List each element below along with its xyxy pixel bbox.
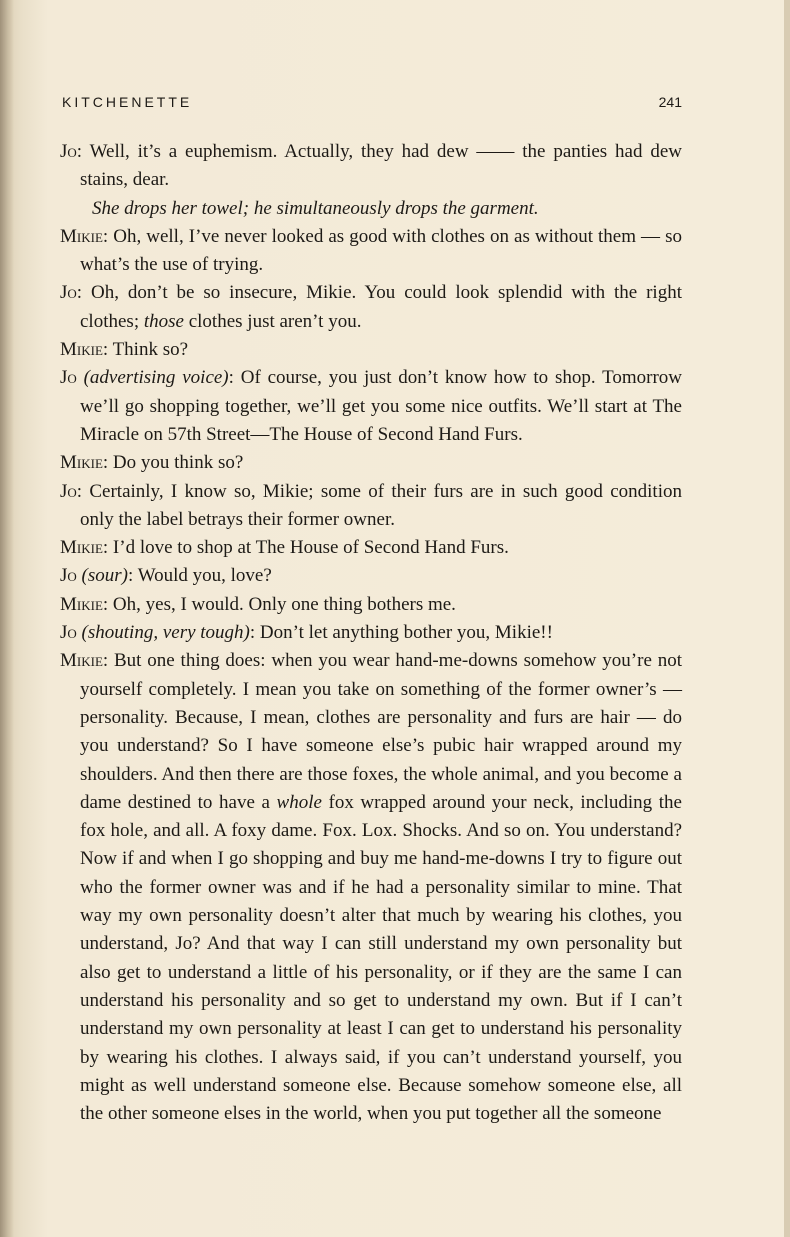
speaker-name: Mikie bbox=[60, 452, 103, 474]
line-text: But one thing does: when you wear hand-me-downs somehow you’re not yourself completely. I mean you take on something of the former owner’s — personality. Because, I mean, clothes are personality and furs are hair — do you understand? So I have someone else’s pubic hair wrapped around my shoulders. And then there are those foxes, the whole animal, and you become a dame destined to have a bbox=[80, 650, 682, 813]
line-text: Would you, love? bbox=[137, 565, 272, 587]
stage-direction: She drops her towel; he simultaneously drops the garment. bbox=[92, 197, 539, 219]
dialogue-line: Jo (sour): Would you, love? bbox=[60, 565, 272, 587]
emphasized-word: whole bbox=[276, 791, 322, 813]
line-text: Certainly, I know so, Mikie; some of their furs are in such good condition only the label betrays their former owner. bbox=[80, 480, 682, 530]
book-spine-shadow bbox=[0, 0, 14, 1237]
dialogue-line: Jo: Certainly, I know so, Mikie; some of their furs are in such good condition only the label betrays their former owner. bbox=[60, 480, 682, 530]
page-number: 241 bbox=[658, 94, 682, 110]
speaker-name: Jo bbox=[60, 480, 77, 502]
speaker-name: Jo bbox=[60, 565, 77, 587]
speaker-name: Jo bbox=[60, 141, 77, 162]
line-text: Well, it’s a euphemism. Actually, they had dew —— the panties had dew stains, dear. bbox=[80, 141, 682, 191]
line-text: Oh, yes, I would. Only one thing bothers me. bbox=[112, 593, 456, 615]
dialogue-line: Mikie: Think so? bbox=[60, 339, 189, 361]
line-text-continued: fox wrapped around your neck, including the fox hole, and all. A foxy dame. Fox. Lox. Shocks. And so on. You understand? Now if and when I go shopping and buy me hand-me-downs I try to figure out who the former owner was and if he had a personality similar to mine. That way my own personality doesn’t alter that much by wearing his clothes, you understand, Jo? And that way I can still understand my own personality but also get to understand a little of his personality, or if they are the same I can understand his personality and so get to understand my own. But if I can’t understand my own personality at least I can get to understand his personality by wearing his clothes. I always said, if you can’t understand yourself, you might as well understand someone else. Because somehow someone else, all the other someone elses in the world, when you put together all the someone bbox=[80, 791, 682, 1125]
speaker-name: Mikie bbox=[60, 537, 103, 559]
line-text: I’d love to shop at The House of Second Hand Furs. bbox=[112, 537, 509, 559]
speaker-name: Mikie bbox=[60, 650, 103, 672]
dialogue-line: Jo: Well, it’s a euphemism. Actually, they had dew —— the panties had dew stains, dear. bbox=[60, 141, 682, 191]
speaker-name: Jo bbox=[60, 622, 77, 644]
speaker-name: Mikie bbox=[60, 225, 103, 247]
line-text: Oh, well, I’ve never looked as good with clothes on as without them — so what’s the use of trying. bbox=[80, 225, 682, 276]
emphasized-word: those bbox=[143, 310, 184, 332]
line-text-continued: clothes just aren’t you. bbox=[183, 310, 362, 332]
dialogue-line: Jo (shouting, very tough): Don’t let anything bother you, Mikie!! bbox=[60, 622, 553, 644]
dialogue-line: Mikie: But one thing does: when you wear hand-me-downs somehow you’re not yourself completely. I mean you take on something of the former owner’s — personality. Because, I mean, clothes are personality and furs are hair — do you understand? So I have someone else’s pubic hair wrapped around my shoulders. And then there are those foxes, the whole animal, and you become a dame destined to have a whole fox wrapped around your neck, including the fox hole, and all. A foxy dame. Fox. Lox. Shocks. And so on. You understand? Now if and when I go shopping and buy me hand-me-downs I try to figure out who the former owner was and if he had a personality similar to mine. That way my own personality doesn’t alter that much by wearing his clothes, you understand, Jo? And that way I can still understand my own personality but also get to understand a little of his personality, or if they are the same I can understand his personality and so get to understand my own. But if I can’t understand my own personality at least I can get to understand his personality by wearing his clothes. I always said, if you can’t understand yourself, you might as well understand someone else. Because somehow someone else, all the other someone elses in the world, when you put together all the someone bbox=[60, 650, 682, 1125]
speaker-name: Mikie bbox=[60, 593, 103, 615]
speaker-name: Jo bbox=[60, 367, 77, 389]
parenthetical: (advertising voice) bbox=[83, 367, 229, 389]
line-text: Of course, you just don’t know how to shop. Tomorrow we’ll go shopping together, we’ll get you some nice outfits. We’ll start at The Miracle on 57th Street—The House of Second Hand Furs. bbox=[80, 367, 683, 445]
line-text: Do you think so? bbox=[112, 452, 244, 474]
dialogue-line: Mikie: Do you think so? bbox=[60, 452, 244, 474]
line-text: Don’t let anything bother you, Mikie!! bbox=[259, 622, 553, 644]
dialogue-line: Mikie: I’d love to shop at The House of Second Hand Furs. bbox=[60, 537, 509, 559]
page-header bbox=[62, 94, 682, 114]
parenthetical: (shouting, very tough) bbox=[81, 622, 250, 644]
dialogue-line: Jo (advertising voice): Of course, you just don’t know how to shop. Tomorrow we’ll go shopping together, we’ll get you some nice outfits. We’ll start at The Miracle on 57th Street—The House of Second Hand Furs. bbox=[60, 367, 683, 445]
speaker-name: Jo bbox=[60, 282, 77, 304]
dialogue-line: Mikie: Oh, yes, I would. Only one thing bothers me. bbox=[60, 593, 456, 615]
page-edge bbox=[784, 0, 790, 1237]
dialogue-line: Jo: Oh, don’t be so insecure, Mikie. You could look splendid with the right clothes; those clothes just aren’t you. bbox=[60, 282, 682, 332]
dialogue-line: Mikie: Oh, well, I’ve never looked as good with clothes on as without them — so what’s the use of trying. bbox=[60, 225, 682, 276]
play-text bbox=[60, 138, 682, 1128]
line-text: Oh, don’t be so insecure, Mikie. You could look splendid with the right clothes; bbox=[80, 282, 682, 332]
parenthetical: (sour) bbox=[81, 565, 128, 587]
line-text: Think so? bbox=[112, 339, 189, 361]
speaker-name: Mikie bbox=[60, 339, 103, 361]
running-head: KITCHENETTE bbox=[62, 94, 193, 110]
